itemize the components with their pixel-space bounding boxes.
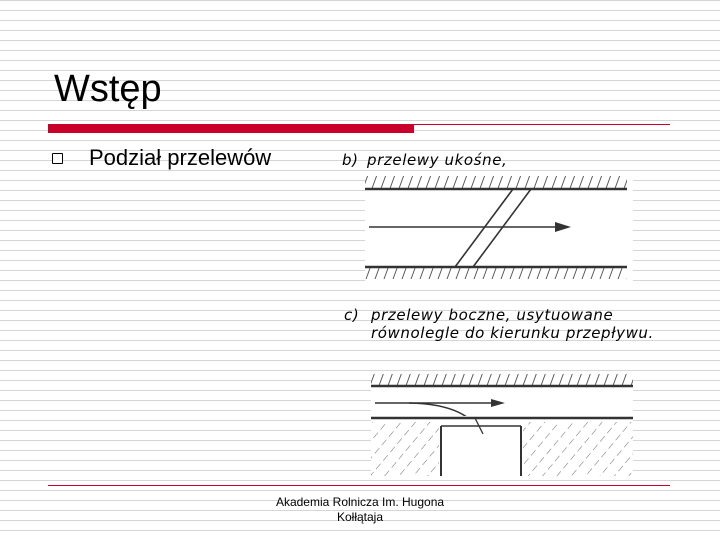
top-bank-hatch — [365, 176, 627, 188]
bullet-square-icon — [52, 153, 63, 164]
title-accent-bar — [48, 124, 414, 133]
top-bank-hatch — [371, 374, 633, 385]
bottom-bank-hatch — [365, 268, 627, 279]
slide-title: Wstęp — [54, 68, 162, 110]
figure-c-caption: przelewy boczne, usytuowane równolegle do kierunku przepływu. — [371, 306, 654, 342]
figure-b-caption: przelewy ukośne, — [367, 151, 508, 169]
side-weir-drawing — [371, 372, 633, 476]
side-channel-opening — [439, 416, 523, 476]
bullet-text: Podział przelewów — [89, 145, 272, 170]
side-weir-diagram — [371, 372, 633, 476]
flow-arrow-head — [555, 222, 571, 232]
weir-edge-left — [455, 189, 513, 267]
oblique-weir-drawing — [365, 172, 633, 290]
figure-c-letter: c) — [344, 306, 360, 324]
footer-line-2: Kołłątaja — [336, 510, 384, 524]
footer-rule — [48, 485, 670, 486]
main-flow-arrow-head — [491, 399, 505, 407]
weir-edge-right — [473, 189, 531, 267]
footer-text — [260, 495, 460, 525]
footer-line-1: Akademia Rolnicza Im. Hugona — [275, 495, 445, 509]
figure-b-letter: b) — [342, 151, 359, 169]
oblique-weir-diagram — [365, 172, 633, 290]
title-underline — [48, 124, 670, 125]
